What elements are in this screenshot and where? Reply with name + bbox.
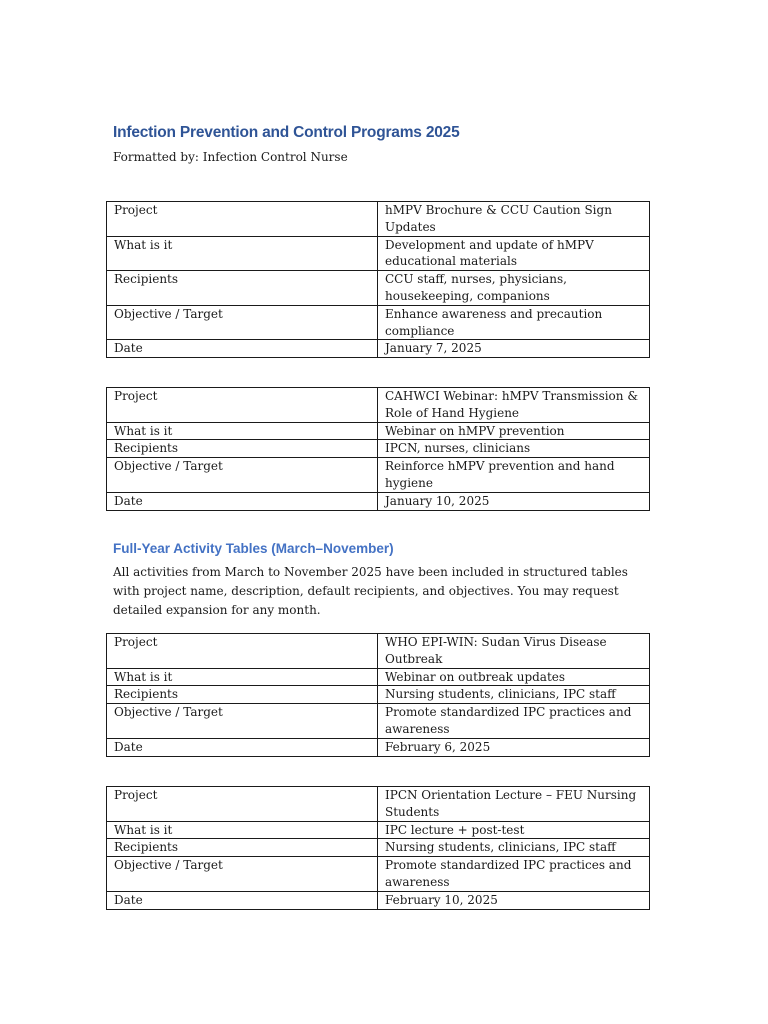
table-row (107, 492, 650, 510)
row-value-recipients: Nursing students, clinicians, IPC staff (378, 686, 650, 704)
row-label-what-is-it: What is it (107, 821, 378, 839)
activity-table-4 (106, 786, 650, 910)
table-row (107, 388, 650, 423)
table-row (107, 787, 650, 822)
row-value-what-is-it: Webinar on outbreak updates (378, 668, 650, 686)
row-label-recipients: Recipients (107, 839, 378, 857)
row-label-objective: Objective / Target (107, 458, 378, 493)
row-value-project: CAHWCI Webinar: hMPV Transmission & Role of Hand Hygiene (378, 388, 650, 423)
table-row (107, 686, 650, 704)
section-heading: Full-Year Activity Tables (March–November) (113, 541, 394, 556)
row-label-what-is-it: What is it (107, 236, 378, 271)
row-label-objective: Objective / Target (107, 704, 378, 739)
row-label-project: Project (107, 634, 378, 669)
table-row (107, 634, 650, 669)
row-value-what-is-it: Webinar on hMPV prevention (378, 422, 650, 440)
table-row (107, 857, 650, 892)
table-row (107, 891, 650, 909)
row-value-project: IPCN Orientation Lecture – FEU Nursing Students (378, 787, 650, 822)
row-label-project: Project (107, 388, 378, 423)
table-row (107, 821, 650, 839)
table-row (107, 839, 650, 857)
page-subtitle: Formatted by: Infection Control Nurse (113, 150, 348, 164)
row-value-date: January 7, 2025 (378, 340, 650, 358)
row-value-recipients: IPCN, nurses, clinicians (378, 440, 650, 458)
activity-table-2 (106, 387, 650, 511)
row-label-objective: Objective / Target (107, 857, 378, 892)
row-value-date: February 10, 2025 (378, 891, 650, 909)
row-label-date: Date (107, 340, 378, 358)
table-row (107, 202, 650, 237)
row-value-date: January 10, 2025 (378, 492, 650, 510)
row-value-what-is-it: Development and update of hMPV educational materials (378, 236, 650, 271)
row-label-project: Project (107, 202, 378, 237)
row-label-recipients: Recipients (107, 271, 378, 306)
row-value-objective: Promote standardized IPC practices and awareness (378, 857, 650, 892)
row-label-objective: Objective / Target (107, 305, 378, 340)
row-value-project: hMPV Brochure & CCU Caution Sign Updates (378, 202, 650, 237)
row-label-what-is-it: What is it (107, 668, 378, 686)
table-row (107, 440, 650, 458)
row-label-date: Date (107, 738, 378, 756)
activity-table-3 (106, 633, 650, 757)
table-row (107, 668, 650, 686)
table-row (107, 458, 650, 493)
row-value-objective: Enhance awareness and precaution compliance (378, 305, 650, 340)
row-value-recipients: CCU staff, nurses, physicians, housekeeping, companions (378, 271, 650, 306)
row-value-what-is-it: IPC lecture + post-test (378, 821, 650, 839)
page-title: Infection Prevention and Control Programs 2025 (113, 124, 460, 141)
table-row (107, 340, 650, 358)
section-paragraph: All activities from March to November 2025 have been included in structured tables with project name, description, default recipients, and objectives. You may request detailed expansion for any month. (113, 565, 628, 617)
row-label-project: Project (107, 787, 378, 822)
row-value-recipients: Nursing students, clinicians, IPC staff (378, 839, 650, 857)
table-row (107, 738, 650, 756)
row-value-objective: Promote standardized IPC practices and awareness (378, 704, 650, 739)
row-label-recipients: Recipients (107, 440, 378, 458)
row-label-date: Date (107, 891, 378, 909)
row-value-objective: Reinforce hMPV prevention and hand hygiene (378, 458, 650, 493)
row-label-what-is-it: What is it (107, 422, 378, 440)
table-row (107, 704, 650, 739)
activity-table-1 (106, 201, 650, 358)
row-value-date: February 6, 2025 (378, 738, 650, 756)
row-value-project: WHO EPI-WIN: Sudan Virus Disease Outbreak (378, 634, 650, 669)
table-row (107, 422, 650, 440)
table-row (107, 305, 650, 340)
row-label-date: Date (107, 492, 378, 510)
row-label-recipients: Recipients (107, 686, 378, 704)
table-row (107, 236, 650, 271)
table-row (107, 271, 650, 306)
